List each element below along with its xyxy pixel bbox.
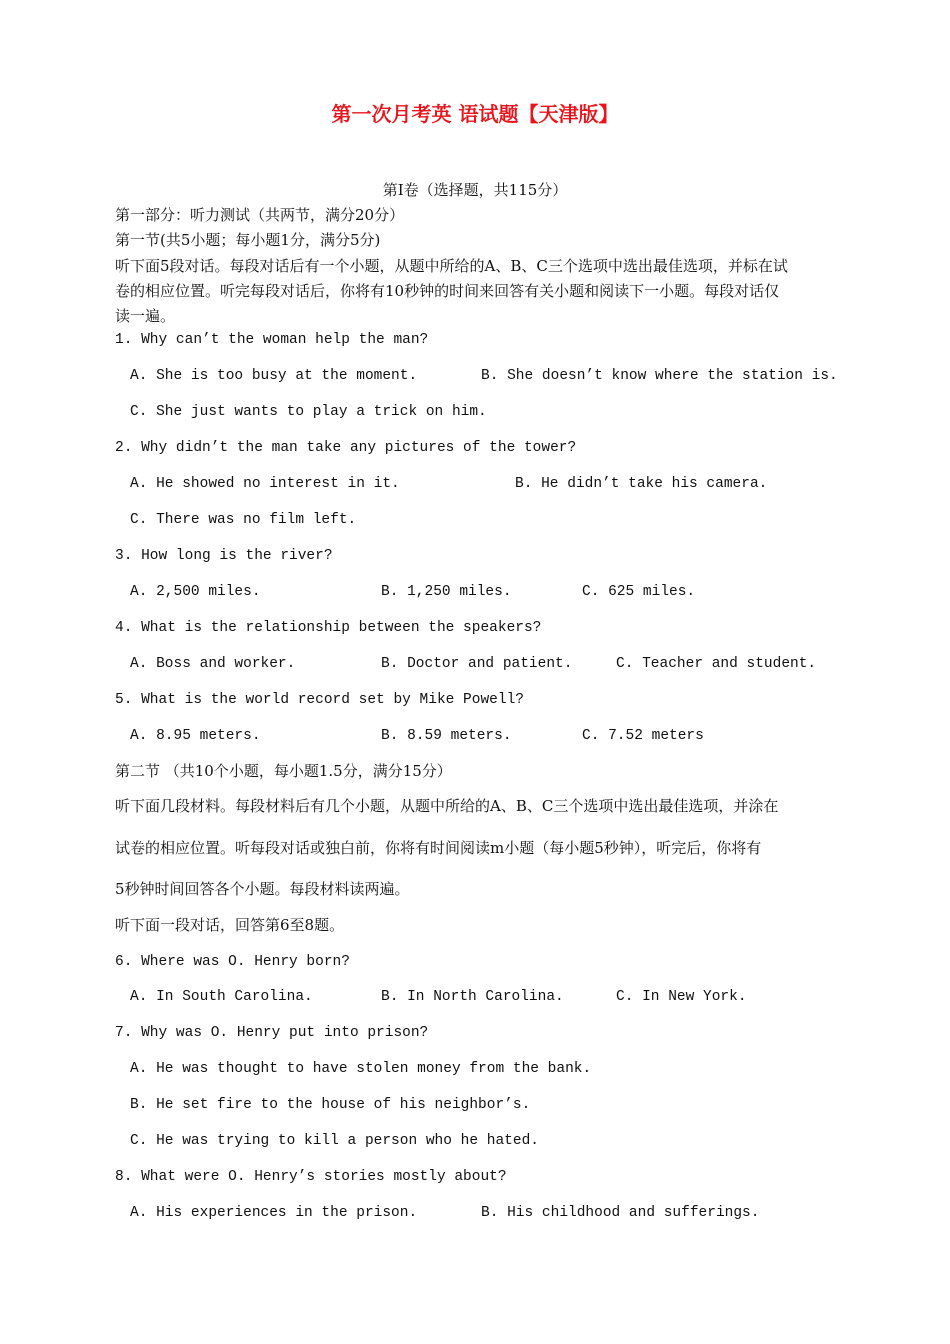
option-c: C. There was no film left. (130, 512, 357, 528)
question-stem: 3. How long is the river? (115, 548, 333, 564)
option-b: B. 1,250 miles. (381, 584, 512, 600)
option-a: A. She is too busy at the moment. (130, 368, 418, 384)
option-b: B. In North Carolina. (381, 989, 564, 1005)
option-b: B. He didn’t take his camera. (515, 476, 768, 492)
option-c: C. 7.52 meters (582, 728, 704, 744)
question-stem: 8. What were O. Henry’s stories mostly about? (115, 1169, 507, 1185)
option-b: B. Doctor and patient. (381, 656, 573, 672)
instructions1-line: 听下面5段对话。每段对话后有一个小题，从题中所给的A、B、C三个选项中选出最佳选项，并标在试 (115, 257, 788, 275)
option-b: B. 8.59 meters. (381, 728, 512, 744)
option-c: C. She just wants to play a trick on him. (130, 404, 487, 420)
option-a: A. 8.95 meters. (130, 728, 261, 744)
section2-heading: 第二节 （共10个小题，每小题1.5分，满分15分） (115, 762, 452, 780)
instructions1-line: 卷的相应位置。听完每段对话后，你将有10秒钟的时间来回答有关小题和阅读下一小题。每段对话仅 (115, 282, 780, 300)
question-stem: 6. Where was O. Henry born? (115, 954, 350, 970)
instructions2-line: 5秒钟时间回答各个小题。每段材料读两遍。 (115, 880, 410, 898)
option-b: B. He set fire to the house of his neighbor’s. (130, 1097, 531, 1113)
question-stem: 5. What is the world record set by Mike Powell? (115, 692, 524, 708)
part1-heading: 第一部分：听力测试（共两节，满分20分） (115, 206, 405, 224)
question-stem: 2. Why didn’t the man take any pictures of the tower? (115, 440, 577, 456)
option-c: C. 625 miles. (582, 584, 696, 600)
option-c: C. He was trying to kill a person who he hated. (130, 1133, 539, 1149)
section1-heading: 第一节(共5小题；每小题1分，满分5分) (115, 231, 381, 249)
option-c: C. In New York. (616, 989, 747, 1005)
instructions2-line: 听下面几段材料。每段材料后有几个小题，从题中所给的A、B、C三个选项中选出最佳选项，并涂在 (115, 797, 779, 815)
option-a: A. Boss and worker. (130, 656, 296, 672)
question-stem: 4. What is the relationship between the speakers? (115, 620, 542, 636)
option-c: C. Teacher and student. (616, 656, 817, 672)
volume-heading: 第Ⅰ卷（选择题，共115分） (382, 181, 568, 199)
dialog-intro: 听下面一段对话，回答第6至8题。 (115, 916, 345, 934)
instructions1-line: 读一遍。 (115, 307, 176, 325)
option-a: A. 2,500 miles. (130, 584, 261, 600)
option-a: A. He was thought to have stolen money from the bank. (130, 1061, 592, 1077)
option-a: A. In South Carolina. (130, 989, 313, 1005)
instructions2-line: 试卷的相应位置。听每段对话或独白前，你将有时间阅读m小题（每小题5秒钟），听完后，你将有 (115, 839, 762, 857)
option-b: B. His childhood and sufferings. (481, 1205, 760, 1221)
option-a: A. His experiences in the prison. (130, 1205, 418, 1221)
option-b: B. She doesn’t know where the station is. (481, 368, 838, 384)
option-a: A. He showed no interest in it. (130, 476, 400, 492)
document-title: 第一次月考英 语试题【天津版】 (331, 102, 619, 126)
question-stem: 7. Why was O. Henry put into prison? (115, 1025, 429, 1041)
question-stem: 1. Why can’t the woman help the man? (115, 332, 429, 348)
